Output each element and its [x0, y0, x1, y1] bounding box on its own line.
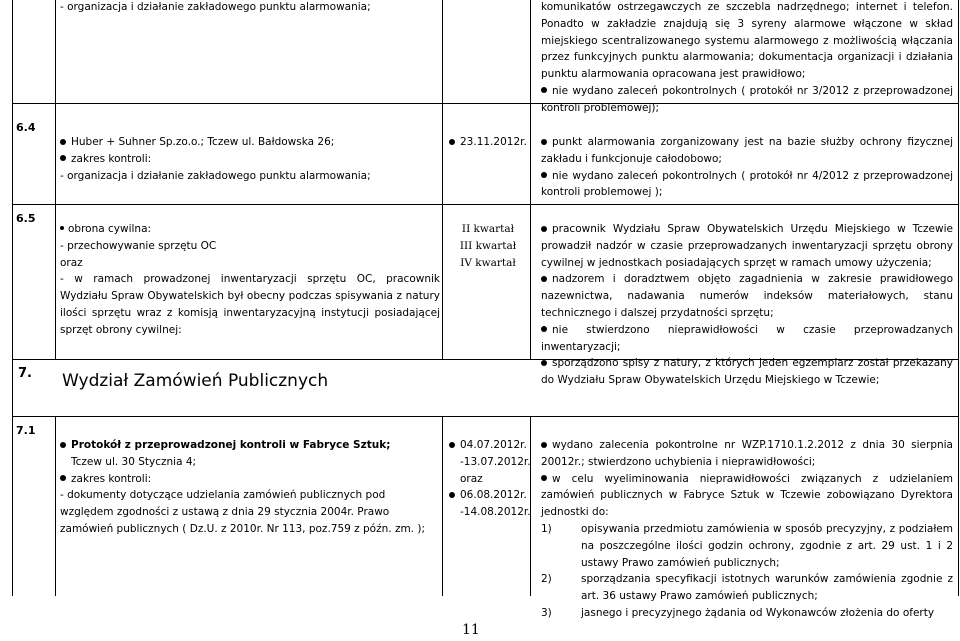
scope-label-text: obrona cywilna:	[68, 223, 152, 235]
scope-line: - przechowywanie sprzętu OC	[60, 239, 217, 252]
quarter: IV kwartał	[460, 256, 516, 269]
findings-item-text: nie wydano zaleceń pokontrolnych ( protokół nr 4/2012 z przeprowadzonej kontroli problemowej );	[541, 169, 953, 199]
scope-line: oraz	[60, 256, 83, 269]
scope-cell	[60, 221, 440, 339]
bullet-icon	[541, 226, 547, 232]
findings-item	[541, 83, 953, 117]
grid-line	[958, 0, 959, 359]
date-cell	[449, 437, 533, 521]
bullet-icon	[541, 442, 547, 448]
list-number: 1)	[541, 522, 552, 535]
bullet-icon	[541, 172, 547, 178]
list-text: sporządzania specyfikacji istotnych warunków zamówienia zgodnie z art. 36 ustawy Prawo zamówień publicznych;	[581, 573, 953, 603]
list-text: opisywania przedmiotu zamówienia w sposób precyzyjny, z podziałem na poszczególne ilości godzin ochrony, zgodnie z art. 29 ust. 1 i 2 ustawy Prawo zamówień publicznych;	[581, 522, 953, 569]
date-item	[449, 487, 533, 504]
grid-line	[958, 416, 959, 596]
grid-line	[12, 0, 13, 103]
grid-line	[55, 0, 56, 359]
list-number: 2)	[541, 573, 552, 586]
findings-item-text: nie stwierdzono nieprawidłowości w czasie przeprowadzanych inwentaryzacji;	[541, 323, 953, 353]
findings-item-text: punkt alarmowania zorganizowany jest na bazie służby ochrony fizycznej zakładu i funkcjonuje całodobowo;	[541, 136, 953, 165]
bullet-icon	[60, 139, 66, 145]
bullet-icon	[60, 226, 64, 230]
entity-cell	[60, 437, 438, 538]
scope-text: - organizacja i działanie zakładowego punktu alarmowania;	[60, 1, 371, 13]
grid-line	[442, 0, 443, 359]
findings-item-text: pracownik Wydziału Spraw Obywatelskich Urzędu Miejskiego w Tczewie prowadził nadzór w czasie przeprowadzanych inwentaryzacji sprzętu obrony cywilnej w jednostkach posiadających sprzęt w ramach umowy użyczenia;	[541, 223, 953, 269]
findings-item	[541, 221, 953, 271]
grid-line	[55, 416, 56, 596]
list-item	[541, 571, 953, 605]
scope-line: - w ramach prowadzonej inwentaryzacji sprzętu OC, pracownik Wydziału Spraw Obywatelskich był obecny podczas spisywania z natury ilości sprzętu wraz z komisją inwentaryzacyjną instytucji posiadającej sprzęt obrony cywilnej:	[60, 273, 440, 336]
findings-cell	[541, 134, 953, 201]
bullet-icon	[541, 326, 547, 332]
findings-cell	[541, 221, 953, 389]
findings-item-text: nadzorem i doradztwem objęto zagadnienia w zakresie prawidłowego nazewnictwa, nadawania numerów indeksów materiałowych, stanu technicznego i dalszej przydatności sprzętu;	[541, 273, 953, 319]
scope-label-text: zakres kontroli:	[71, 472, 152, 485]
grid-line	[12, 416, 959, 417]
date-item	[449, 437, 533, 454]
grid-line	[12, 359, 13, 417]
date-text: 04.07.2012r.	[460, 439, 527, 451]
date-cell	[446, 221, 530, 271]
findings-item	[541, 322, 953, 356]
scope-text: - organizacja i działanie zakładowego punktu alarmowania;	[60, 169, 371, 182]
date-text: 06.08.2012r.	[460, 489, 527, 502]
findings-item-text: sporządzono spisy z natury, z których jeden egzemplarz został przekazany do Wydziału Spraw Obywatelskich Urzędu Miejskiego w Tczewie;	[541, 357, 953, 387]
bullet-icon	[449, 492, 455, 498]
scope-label-text: zakres kontroli:	[71, 152, 152, 165]
list-item	[541, 521, 953, 571]
findings-item	[541, 168, 953, 202]
date-item: -13.07.2012r.	[460, 455, 531, 468]
list-item	[541, 605, 953, 622]
findings-item	[541, 271, 953, 321]
scope-label	[60, 221, 440, 238]
entity-cell	[60, 134, 438, 184]
bullet-icon	[541, 139, 547, 145]
bullet-icon	[541, 87, 547, 93]
findings-item	[541, 471, 953, 521]
quarter: III kwartał	[459, 239, 517, 252]
bullet-icon	[541, 276, 547, 282]
date-item	[449, 134, 529, 151]
date-text: 23.11.2012r.	[460, 136, 527, 148]
list-number: 3)	[541, 606, 552, 619]
entity-text: Huber + Suhner Sp.zo.o.; Tczew ul. Bałdowska 26;	[71, 136, 335, 148]
grid-line	[12, 103, 13, 360]
grid-line	[530, 0, 531, 359]
findings-item	[541, 355, 953, 389]
bullet-icon	[449, 139, 455, 145]
entity-address: Tczew ul. 30 Stycznia 4;	[71, 455, 197, 468]
findings-text: komunikatów ostrzegawczych ze szczebla nadrzędnego; internet i telefon. Ponadto w zakładzie znajdują się 3 syreny alarmowe włączone w skład miejskiego scentralizowanego systemu alarmowego z możliwością włączania przez funkcyjnych punktu alarmowania; dokumentacja organizacji i działania punktu alarmowania opracowana jest prawidłowo;	[541, 1, 953, 81]
section-number: 7.	[18, 366, 32, 381]
bullet-icon	[449, 442, 455, 448]
findings-item-text: w celu wyeliminowania nieprawidłowości związanych z udzielaniem zamówień publicznych w Fabryce Sztuk w Tczewie zobowiązano Dyrektora jednostki do:	[541, 472, 953, 519]
bullet-icon	[60, 442, 66, 448]
findings-cell	[541, 0, 953, 117]
bullet-icon	[60, 155, 66, 161]
page-number: 11	[462, 622, 480, 638]
row-number: 6.4	[16, 121, 36, 134]
entity-name	[60, 437, 438, 454]
bullet-icon	[60, 475, 66, 481]
findings-item-text: nie wydano zaleceń pokontrolnych ( protokół nr 3/2012 z przeprowadzonej kontroli problemowej);	[541, 84, 953, 114]
findings-item	[541, 134, 953, 168]
grid-line	[12, 204, 959, 205]
findings-item-text: wydano zalecenia pokontrolne nr WZP.1710.1.2.2012 z dnia 30 sierpnia 20012r.; stwierdzono uchybienia i nieprawidłowości;	[541, 439, 953, 468]
quarter: II kwartał	[461, 223, 515, 235]
scope-label	[60, 151, 438, 168]
grid-line	[12, 416, 13, 596]
date-cell	[449, 134, 529, 151]
date-item: -14.08.2012r.	[460, 506, 531, 519]
entity-text: Protokół z przeprowadzonej kontroli w Fabryce Sztuk;	[71, 439, 391, 451]
date-item: oraz	[460, 472, 483, 485]
row-number: 6.5	[16, 212, 36, 225]
entity-name	[60, 134, 438, 151]
bullet-icon	[541, 360, 547, 366]
section-title: Wydział Zamówień Publicznych	[62, 371, 329, 391]
bullet-icon	[541, 475, 547, 481]
grid-line	[958, 359, 959, 417]
list-text: jasnego i precyzyjnego żądania od Wykonawców złożenia do oferty	[581, 606, 935, 619]
findings-item	[541, 437, 953, 471]
row-number: 7.1	[16, 424, 36, 437]
scope-text: - dokumenty dotyczące udzielania zamówień publicznych pod względem zgodności z ustawą z dnia 29 stycznia 2004r. Prawo zamówień publicznych ( Dz.U. z 2010r. Nr 113, poz.759 z późn. zm. );	[60, 489, 425, 535]
scope-label	[60, 471, 438, 488]
findings-cell	[541, 437, 953, 622]
grid-line	[442, 416, 443, 596]
